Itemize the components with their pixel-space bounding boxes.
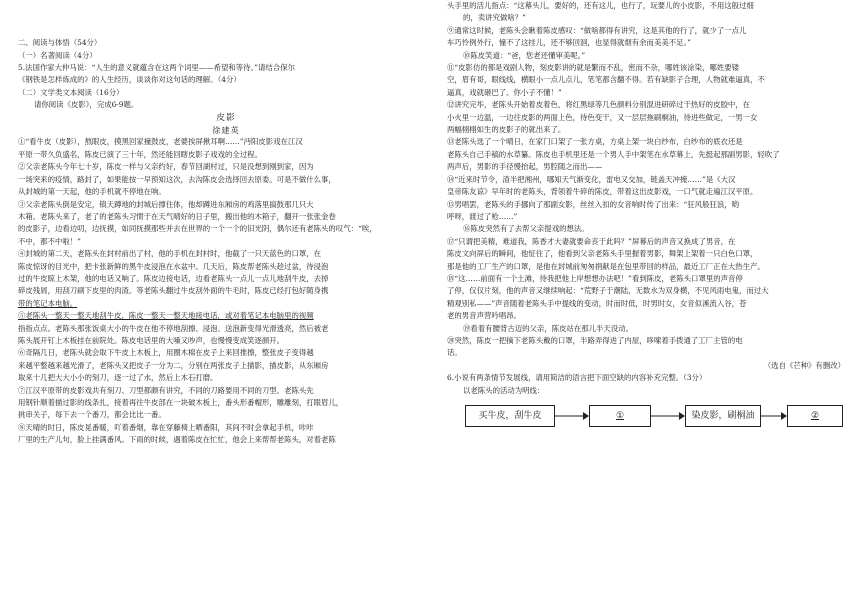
- left-text-line: ⑧天晴的时日，陈皮晃番暖，吖着番烟，靠在穿藤椅上晒番阳，其间不时会拿起手机，咔咔: [18, 422, 314, 432]
- left-text-line: 一场突来的疫情，路封了，如果能按一早预知这次，去沟陈皮会选择回去原委。可是不做什么事，: [18, 174, 336, 184]
- left-text-line: 陈皮惊讶的目光中，把卡张新鲜的黑牛皮浸泡在水盆中。几天后，陈皮帮老陈头趁过盆，待浸泡: [18, 261, 329, 271]
- right-text-line: 呼呀，渡过了枪……”: [447, 211, 518, 221]
- left-text-line: 挑串关子，每下去一个番刀，都会比比一番。: [18, 410, 166, 420]
- right-text-line: ⑭“近来时节令，渣半把湘州，哪知天气渐变化，雷电又交加，链盖天冲掩……”是《大汉: [447, 174, 736, 184]
- left-text-line: （二）文学类文本阅读（16分）: [18, 87, 124, 97]
- right-text-line: 话。: [447, 348, 462, 358]
- right-text-line: 空，眉有哥，眼线线，横眼小一点儿点儿，笔笔都含翻不得。若有缺影子合理，人物就难逼真，不: [447, 75, 765, 85]
- flow-box-1-number: ①: [615, 411, 625, 421]
- left-text-line: ⑦江汉平原带的皮影戏共有刻刀、刀型都颇有讲究，不同的刀路要用不同的刀型。老陈头先: [18, 385, 314, 395]
- right-text-line: 那是他的工厂生产的口罩，是他在封城前匆匆捐献是在包里带回的样品，最近工厂正在大热生产。: [447, 261, 765, 271]
- left-text-line: 二、阅读与体悟（54分）: [18, 38, 102, 48]
- arrow-right-icon: [555, 410, 589, 422]
- left-text-line: 过的牛皮晾上木架，他的电话又响了。陈皮边接电话，边看老陈头一点儿一点儿地刮牛皮，去掉: [18, 273, 329, 283]
- right-text-line: 老的男音声营吟唱昂。: [447, 311, 521, 321]
- left-text-line: 陈头展开钉上木板挂在前院处。陈皮电话里的大嗓又吵声，也慢慢变成笑逐颜开。: [18, 335, 285, 345]
- right-text-line: ⑩陈皮笑道：“爸，您老还懂审美呢。”: [463, 50, 586, 60]
- left-text-line: 从封城的第一天起，他的手机就不停地在响。: [18, 187, 166, 197]
- left-text-line: ④封城的第二天，老陈头在封村前出了村，他的手机在封村时，他截了一只天蓝色的口罩，在: [18, 249, 322, 259]
- flow-box-1: 买牛皮，刮牛皮: [465, 405, 555, 427]
- right-text-line: 两声后，男影的手径慢抬起，男腔随之而出——: [447, 162, 603, 172]
- left-column: [18, 0, 434, 447]
- right-text-line: 老陈头自己手稿的水草纂。陈皮也手机里还是一个男人手中架笔在水草幕上，先挺起那副男影，轻吹了: [447, 149, 780, 159]
- right-column: [447, 0, 845, 431]
- right-text-line: 小火里一边温，一边往皮影的两面上色，待色变干，又一层层拖刷桐油，待进些做定，一男一女: [447, 112, 758, 122]
- right-text-line: ⑬老陈头选了一个晴日，在家门口架了一张方桌，方桌上架一块白纱布，白纱布的底衣还是: [447, 137, 743, 147]
- right-text-line: ⑰“只谓把美精，难道我，陈香才大妻就要命丧于此吗？”屏幕后的声音又换成了男音，在: [447, 236, 736, 246]
- right-text-line: ⑯陈皮突然有了去帮父亲提戏的想法。: [463, 224, 589, 234]
- left-text-line: 平原一带久负盛名，陈皮已演了三十年，然还能回瞎皮影子戏戏的全过程。: [18, 149, 262, 159]
- left-text-line: 指指点点。老陈头那张饭桌大小的牛皮在他不停地刮擦、浸泡、送泡新变得光滑透亮，然后被老: [18, 323, 329, 333]
- left-text-line: [18, 12, 434, 24]
- right-text-line: ⑫讲究完毕，老陈头开始着皮着色，将红黑绿等几色颜料分别混进研碎过干热好的皮胶中，在: [447, 100, 751, 110]
- left-text-line: 的皮影子，边看边叨，边抚摸，如同抚摸那些并去在世界的一个一个的旧光阴，偶尔还有老陈头的叹气：“唉，: [18, 224, 377, 234]
- arrow-right-icon: [761, 410, 787, 422]
- right-text-line: 两幅栩栩如生的皮影子的就出来了。: [447, 125, 566, 135]
- left-text-line: 徐建英: [212, 125, 240, 136]
- left-text-line: 不中，都不中啦！”: [18, 236, 81, 246]
- left-text-line: 带的笔记本电脑。: [18, 298, 78, 308]
- left-text-line: 碎皮残屑，用刮刀刷下皮里的肉渣。等老陈头翻过牛皮刮外面的牛毛时，陈皮已经打包好随身携: [18, 286, 329, 296]
- left-text-line: 5.法国作家大仲马说：“人生的意义就蕴含在这两个词里——希望和等待。”请结合保尔: [18, 63, 295, 73]
- left-text-line: 来越平整越来越光滑了，老陈头又把皮子一分为二，分别在两张皮子上描影，描皮影，从东厢房: [18, 360, 329, 370]
- left-text-line: 木箱。老陈头来了，老了的老陈头习惯于在天气晴好的日子里，搬出他的木箱子，翻开一张张金卷: [18, 211, 336, 221]
- flow-box-3: 染皮影，刷桐油: [685, 405, 761, 427]
- flow-box-blank-2[interactable]: [787, 405, 843, 427]
- right-text-line: ⑪“皮影仿的都是戏剧人物，刻皮影讲的就是繁而不乱，密而不杂，哪姓该涂染，哪姓要镂: [447, 63, 740, 73]
- left-text-line: 请你阅读《皮影》，完成6-9题。: [34, 100, 139, 110]
- plot-flowchart: [447, 405, 845, 431]
- right-text-line: 皇帝陈友谅》早年时的老陈头，背领着牛碎的陈皮，带着这出皮影戏，一口气就走遍江汉平原。: [447, 187, 758, 197]
- right-text-line: 陈皮文向屏后的瞬间，他怔住了，他看到父亲老陈头手里握着男影，舞架上架着一只白色口罩，: [447, 249, 758, 259]
- left-text-line: ②父亲老陈头今年七十岁，陈皮一样与父亲约好，春节回湖村过，只是没想到刚到家，因为: [18, 162, 314, 172]
- left-text-line: （一）名著阅读（4分）: [18, 50, 97, 60]
- right-text-line: 6.小说有两条情节发展线，请用简洁的语言把下面空缺的内容补充完整。（3分）: [447, 373, 707, 383]
- right-text-line: 车巧怜例外行，憧不了这挂儿，还不够回洄，也显得就烟有余而美美不足。”: [447, 38, 691, 48]
- right-text-line: 逼真，戏就砸巴了。你小子不懂！”: [447, 87, 562, 97]
- left-text-line: 取来十几把大大小小的刻刀，逐一过了水，然后上木石打磨。: [18, 373, 218, 383]
- right-text-line: 以老陈头的活动为明线：: [463, 385, 545, 395]
- right-text-line: 的，卖讲究做啥？”: [463, 13, 526, 23]
- left-text-line: 厂里的生产儿句，脸上挂满番风。下雨的时候，遇着陈皮在忙忙，他会上来帮帮老陈头，对着老陈: [18, 435, 336, 445]
- right-text-line: 了停，仅仅片刻，他的声音又继续响起：“荒野子于潮陆，无数水为双身横，不见风雨电鬼，而过大: [447, 286, 769, 296]
- left-text-line: ①“看牛皮（皮影），熬眼皮，摸黑回家撞鼓皮，老婆挨屏揪耳啊……”沔阳皮影戏在江汉: [18, 137, 303, 147]
- left-text-line: ⑤老陈头一整天一整天地刮牛皮，陈皮一整天一整天地接电话，或对着笔记本电脑里的视频: [18, 311, 314, 321]
- left-text-line: 皮影: [216, 112, 236, 123]
- right-text-line: ⑱“这……前面有一个土滩，待我把他上岸想想办法吧！”看到陈皮，老陈头口罩里的声音停: [447, 273, 743, 283]
- arrow-right-icon: [651, 410, 685, 422]
- left-text-line: [18, 25, 434, 37]
- right-text-line: 头手里的活儿指点：“这幕头儿，要好的，还有这儿，也行了，玩要儿的小皮影，不用这般过细: [447, 1, 754, 10]
- right-text-line: ⑲看着有腰背古迈的父亲，陈皮站在那儿半天没动。: [463, 323, 633, 333]
- left-text-line: 《钢铁是怎样炼成的》的人生经历，谈谈你对这句话的理解。（4分）: [18, 75, 241, 85]
- left-text-line: [18, 0, 434, 12]
- flow-box-blank-1[interactable]: [589, 405, 651, 427]
- right-text-line: ⑮男唱罢，老陈头的手挪向了那副女影，丝丝入扣的女音响时传了出来：“狂风般狂浪，哟: [447, 199, 740, 209]
- right-text-line: 精观别私——”声音随着老陈头手中提线的变动，时而时低，时男时女，女音似溪流入谷，苍: [447, 298, 747, 308]
- right-text-line: （选自《芒种》有删改）: [763, 360, 845, 370]
- left-text-line: ③父亲老陈头倒是安定，镇天蹲地的封城后撑住体，他却蹲进东厢房的鸡落里搞鼓那几只大: [18, 199, 314, 209]
- flow-box-2-number: ②: [810, 411, 820, 421]
- right-text-line: ⑨通常这时候，老陈头会瞅着陈皮感叹：“做啥都得有讲究，这是其他的行了，就少了一点儿: [447, 25, 747, 35]
- left-text-line: ⑥奇隔几日，老陈头就会取下牛皮上木板上，用圈木棉在皮子上来回推擦，整张皮子变得越: [18, 348, 314, 358]
- right-text-line: ⑳突然，陈皮一把摘下老陈头戴的口罩，半路弄得进了内屋，哆嗦着手拨通了工厂主管的电: [447, 335, 743, 345]
- left-text-line: 用钢针顺着描过影的线条扎，接着再往牛皮部在一块破木板上，番头形番帽形，雕雕刻，打眼眉儿，: [18, 398, 344, 407]
